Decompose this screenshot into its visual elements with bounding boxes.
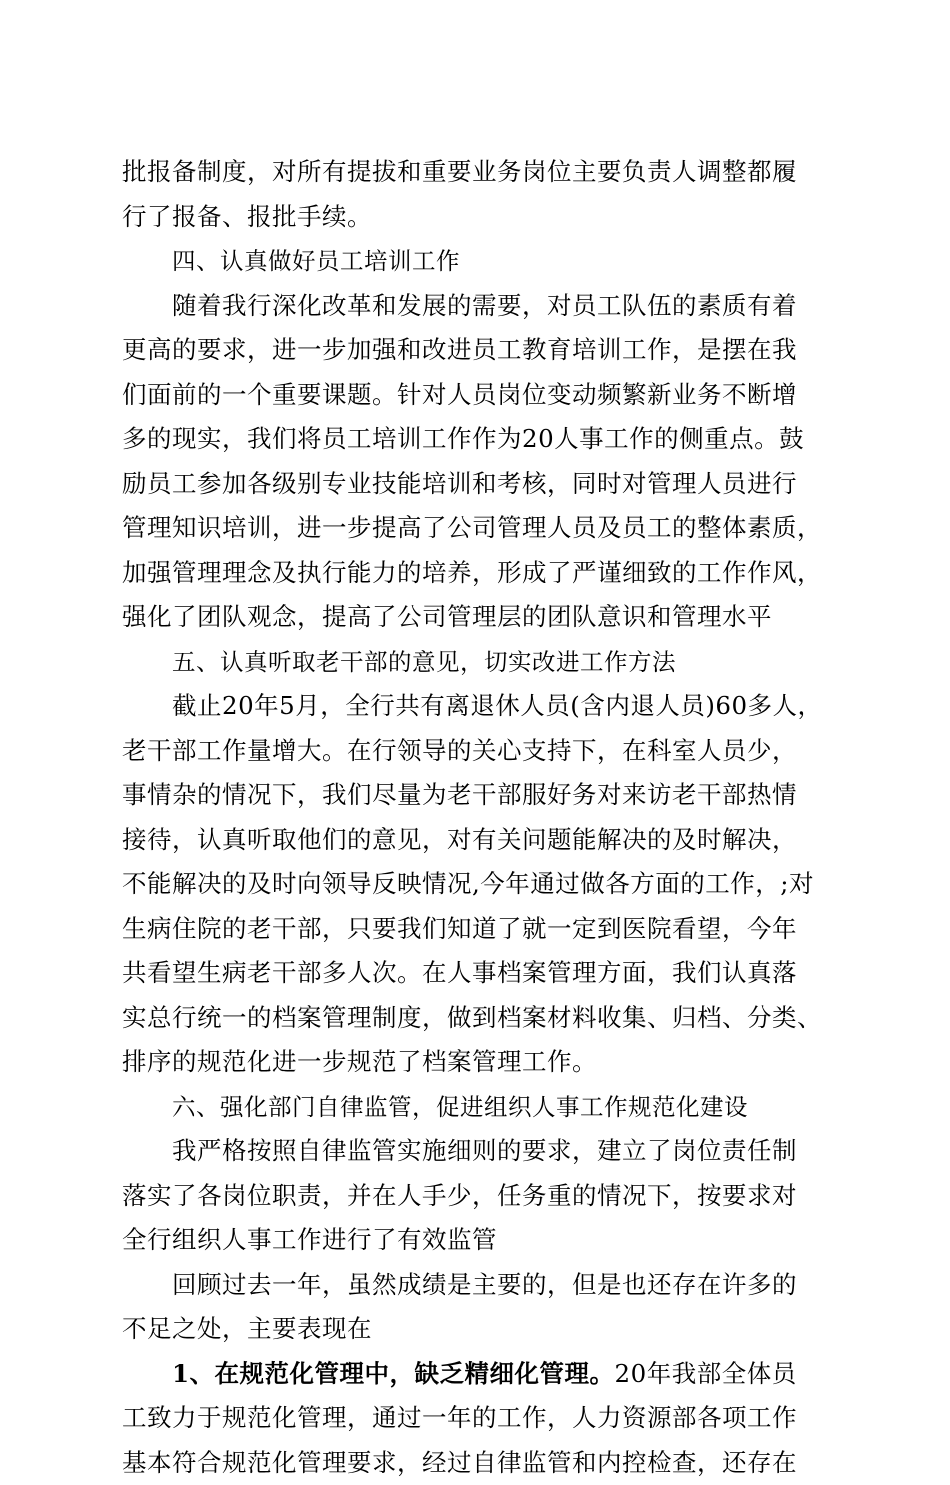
section-heading: 五、认真听取老干部的意见，切实改进工作方法 (122, 640, 832, 685)
text-line: 共看望生病老干部多人次。在人事档案管理方面，我们认真落 (122, 951, 832, 996)
mixed-text-line (122, 1352, 832, 1397)
text-line: 工致力于规范化管理，通过一年的工作，人力资源部各项工作 (122, 1396, 832, 1441)
text-line: 我严格按照自律监管实施细则的要求，建立了岗位责任制 (122, 1129, 832, 1174)
text-line: 强化了团队观念，提高了公司管理层的团队意识和管理水平 (122, 595, 832, 640)
text-line: 全行组织人事工作进行了有效监管 (122, 1218, 832, 1263)
text-line: 批报备制度，对所有提拔和重要业务岗位主要负责人调整都履 (122, 150, 832, 195)
text-line: 随着我行深化改革和发展的需要，对员工队伍的素质有着 (122, 284, 832, 329)
bold-lead-text: 1、在规范化管理中，缺乏精细化管理。 (172, 1359, 615, 1388)
text-line: 基本符合规范化管理要求，经过自律监管和内控检查，还存在 (122, 1441, 832, 1485)
text-line: 更高的要求，进一步加强和改进员工教育培训工作，是摆在我 (122, 328, 832, 373)
text-line: 老干部工作量增大。在行领导的关心支持下，在科室人员少， (122, 729, 832, 774)
section-heading: 六、强化部门自律监管，促进组织人事工作规范化建设 (122, 1085, 832, 1130)
text-line: 管理知识培训，进一步提高了公司管理人员及员工的整体素质， (122, 506, 832, 551)
text-line: 生病住院的老干部，只要我们知道了就一定到医院看望，今年 (122, 907, 832, 952)
text-continuation: 20年我部全体员 (615, 1359, 797, 1388)
document-body (122, 150, 832, 1485)
text-line: 接待，认真听取他们的意见，对有关问题能解决的及时解决， (122, 818, 832, 863)
text-line: 多的现实，我们将员工培训工作作为20人事工作的侧重点。鼓 (122, 417, 832, 462)
text-line: 励员工参加各级别专业技能培训和考核，同时对管理人员进行 (122, 462, 832, 507)
text-line: 截止20年5月，全行共有离退休人员(含内退人员)60多人， (122, 684, 832, 729)
text-line: 事情杂的情况下，我们尽量为老干部服好务对来访老干部热情 (122, 773, 832, 818)
text-line: 不能解决的及时向领导反映情况,今年通过做各方面的工作，;对 (122, 862, 832, 907)
text-line: 不足之处，主要表现在 (122, 1307, 832, 1352)
text-line: 加强管理理念及执行能力的培养，形成了严谨细致的工作作风， (122, 551, 832, 596)
section-heading: 四、认真做好员工培训工作 (122, 239, 832, 284)
text-line: 行了报备、报批手续。 (122, 195, 832, 240)
text-line: 排序的规范化进一步规范了档案管理工作。 (122, 1040, 832, 1085)
text-line: 实总行统一的档案管理制度，做到档案材料收集、归档、分类、 (122, 996, 832, 1041)
text-line: 们面前的一个重要课题。针对人员岗位变动频繁新业务不断增 (122, 373, 832, 418)
text-line: 落实了各岗位职责，并在人手少，任务重的情况下，按要求对 (122, 1174, 832, 1219)
text-line: 回顾过去一年，虽然成绩是主要的，但是也还存在许多的 (122, 1263, 832, 1308)
